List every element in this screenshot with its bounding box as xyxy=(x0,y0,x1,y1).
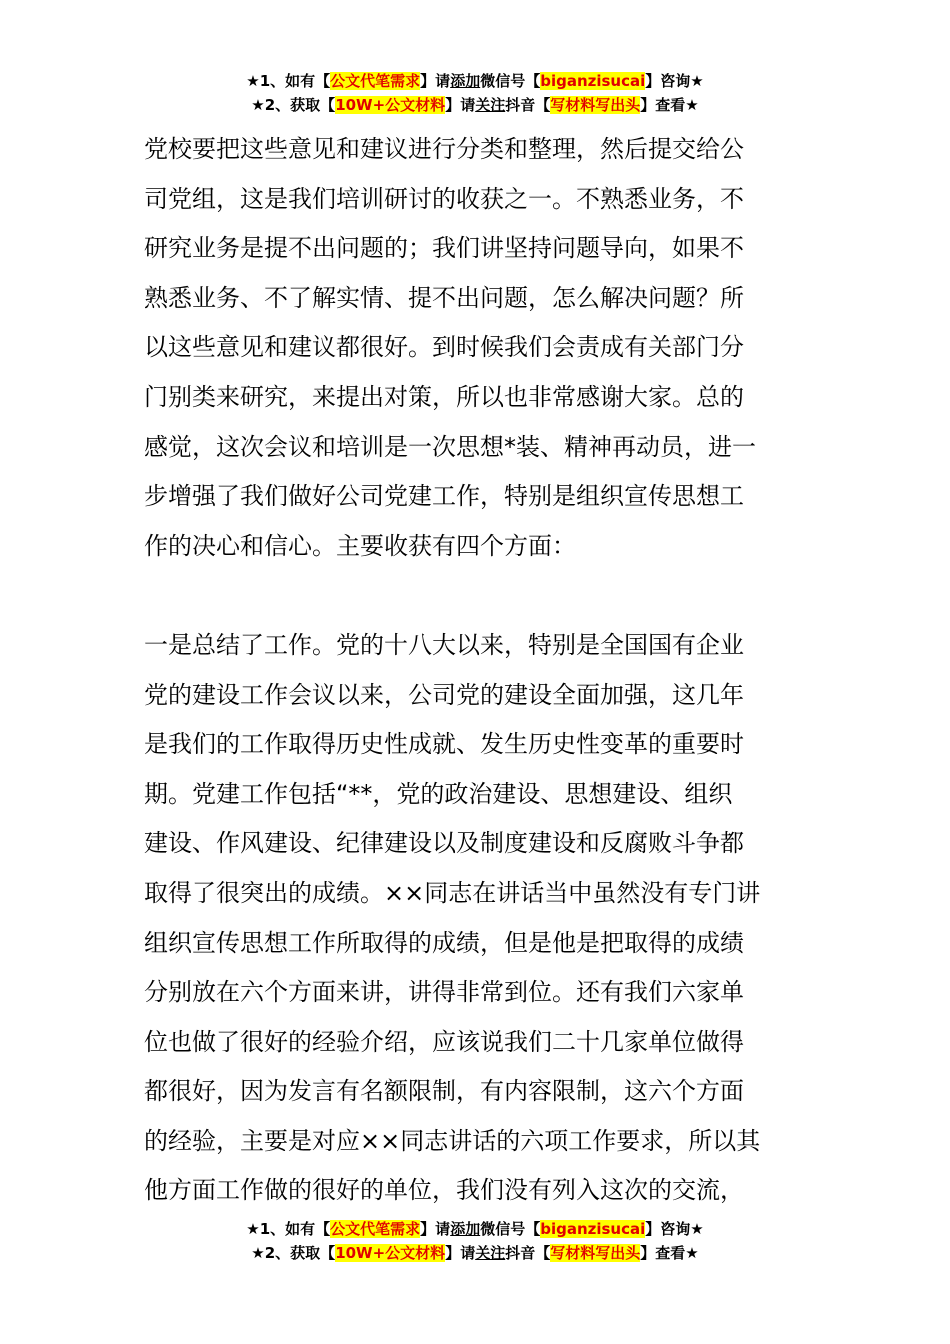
paragraph-2 xyxy=(144,621,806,1216)
highlight-ghostwriting: 公文代笔需求 xyxy=(330,72,421,90)
text-line: 党的建设工作会议以来，公司党的建设全面加强，这几年 xyxy=(144,680,744,709)
text-line: 司党组，这是我们培训研讨的收获之一。不熟悉业务，不 xyxy=(144,184,744,213)
text-line: 建设、作风建设、纪律建设以及制度建设和反腐败斗争都 xyxy=(144,829,744,858)
highlight-materials: 10W+公文材料 xyxy=(335,1244,446,1262)
paragraph-gap xyxy=(144,571,806,621)
banner-line-2: ★2、获取【10W+公文材料】请关注抖音【写材料写出头】查看★ xyxy=(251,1244,699,1262)
text-line: 分别放在六个方面来讲，讲得非常到位。还有我们六家单 xyxy=(144,978,744,1007)
header-banner xyxy=(0,69,950,117)
banner-line-2: ★2、获取【10W+公文材料】请关注抖音【写材料写出头】查看★ xyxy=(251,96,699,114)
text-line: 都很好，因为发言有名额限制，有内容限制，这六个方面 xyxy=(144,1077,744,1106)
highlight-douyin-account: 写材料写出头 xyxy=(550,1244,641,1262)
highlight-ghostwriting: 公文代笔需求 xyxy=(330,1220,421,1238)
footer-banner xyxy=(0,1217,950,1265)
text-line: 期。党建工作包括“**，党的政治建设、思想建设、组织 xyxy=(144,779,733,808)
text-line: 以这些意见和建议都很好。到时候我们会责成有关部门分 xyxy=(144,333,744,362)
text-line: 研究业务是提不出问题的；我们讲坚持问题导向，如果不 xyxy=(144,234,744,263)
text-line: 党校要把这些意见和建议进行分类和整理，然后提交给公 xyxy=(144,135,744,163)
text-line: 步增强了我们做好公司党建工作，特别是组织宣传思想工 xyxy=(144,482,744,511)
text-line: 的经验，主要是对应××同志讲话的六项工作要求，所以其 xyxy=(144,1126,761,1155)
text-line: 组织宣传思想工作所取得的成绩，但是他是把取得的成绩 xyxy=(144,928,744,957)
paragraph-1 xyxy=(144,125,806,571)
banner-line-1: ★1、如有【公文代笔需求】请添加微信号【biganzisucai】咨询★ xyxy=(246,1220,704,1238)
text-line: 取得了很突出的成绩。××同志在讲话当中虽然没有专门讲 xyxy=(144,878,761,907)
highlight-wechat-id: biganzisucai xyxy=(540,72,646,90)
text-line: 熟悉业务、不了解实情、提不出问题，怎么解决问题？所 xyxy=(144,283,744,312)
highlight-materials: 10W+公文材料 xyxy=(335,96,446,114)
text-line: 他方面工作做的很好的单位，我们没有列入这次的交流， xyxy=(144,1176,744,1205)
text-line: 门别类来研究，来提出对策，所以也非常感谢大家。总的 xyxy=(144,382,744,411)
text-line: 是我们的工作取得历史性成就、发生历史性变革的重要时 xyxy=(144,730,744,759)
banner-line-1: ★1、如有【公文代笔需求】请添加微信号【biganzisucai】咨询★ xyxy=(246,72,704,90)
document-body xyxy=(144,125,806,1216)
highlight-douyin-account: 写材料写出头 xyxy=(550,96,641,114)
text-line: 作的决心和信心。主要收获有四个方面： xyxy=(144,531,576,560)
highlight-wechat-id: biganzisucai xyxy=(540,1220,646,1238)
text-line: 一是总结了工作。党的十八大以来，特别是全国国有企业 xyxy=(144,630,744,659)
text-line: 感觉，这次会议和培训是一次思想*装、精神再动员，进一 xyxy=(144,432,756,461)
text-line: 位也做了很好的经验介绍，应该说我们二十几家单位做得 xyxy=(144,1027,744,1056)
